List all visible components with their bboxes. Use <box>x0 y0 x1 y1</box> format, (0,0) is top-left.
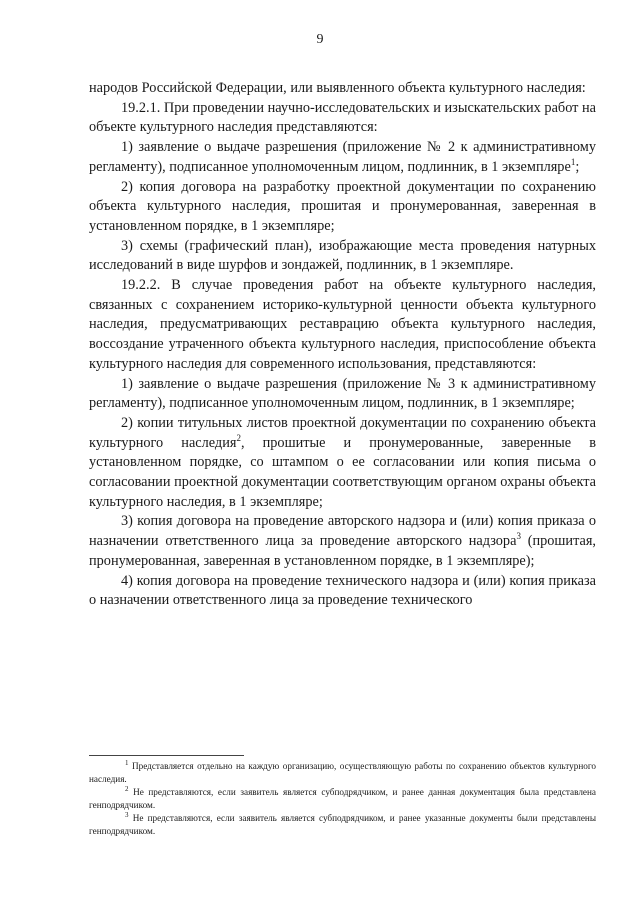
paragraph: 4) копия договора на проведение технического надзора и (или) копия приказа о назначении ответственного лица за проведение технического <box>89 572 596 609</box>
footnote-ref: 1 <box>570 157 576 168</box>
paragraph: 19.2.2. В случае проведения работ на объекте культурного наследия, связанных с сохранением историко-культурной ценности объекта культурного наследия, предусматривающих реставрацию объекта культурного наследия, воссоздание утраченного объекта культурного наследия, приспособление объекта культурного наследия для современного использования, представляются: <box>89 277 596 372</box>
page-number: 9 <box>316 32 324 47</box>
paragraph: 19.2.1. При проведении научно-исследовательских и изыскательских работ на объекте культурного наследия представляются: <box>89 99 596 136</box>
footnote-ref: 2 <box>236 432 241 443</box>
footnote: $^2$ Не представляются, если заявитель является субподрядчиком, и ранее данная документация была представлена генподрядчиком. <box>89 784 596 810</box>
paragraph: 1) заявление о выдаче разрешения (приложение № 3 к административному регламенту), подписанное уполномоченным лицом, подлинник, в 1 экземпляре; <box>89 375 596 412</box>
footnotes <box>89 760 596 838</box>
paragraph: 3) схемы (графический план), изображающие места проведения натурных исследований в виде шурфов и зондажей, подлинник, в 1 экземпляре. <box>89 237 596 274</box>
paragraph: 2) копии титульных листов проектной документации по сохранению объекта культурного наследия$^2$, прошитые и пронумерованные, заверенные в установленном порядке, со штампом о ее согласовании или копия письма о согласовании проектной документации соответствующим органом охраны объекта культурного наследия, в 1 экземпляре; <box>89 414 596 510</box>
footnote: $^1$ Представляется отдельно на каждую организацию, осуществляющую работы по сохранению объектов культурного наследия. <box>89 758 596 784</box>
footnote: $^3$ Не представляются, если заявитель является субподрядчиком, и ранее указанные документы были представлены генподрядчиком. <box>89 810 596 836</box>
paragraph: 1) заявление о выдаче разрешения (приложение № 2 к административному регламенту), подписанное уполномоченным лицом, подлинник, в 1 экземпляре$^1$; <box>89 139 596 175</box>
document-body <box>89 79 596 611</box>
paragraph: народов Российской Федерации, или выявленного объекта культурного наследия: <box>89 80 586 96</box>
paragraph: 2) копия договора на разработку проектной документации по сохранению объекта культурного наследия, прошитая и пронумерованная, заверенная в установленном порядке, в 1 экземпляре; <box>89 178 596 234</box>
paragraph: 3) копия договора на проведение авторского надзора и (или) копия приказа о назначении ответственного лица за проведение авторского надзора$^3$ (прошитая, пронумерованная, заверенная в установленном порядке, в 1 экземпляре); <box>89 513 596 569</box>
footnote-ref: 3 <box>516 531 521 542</box>
footnote-divider <box>89 755 244 756</box>
